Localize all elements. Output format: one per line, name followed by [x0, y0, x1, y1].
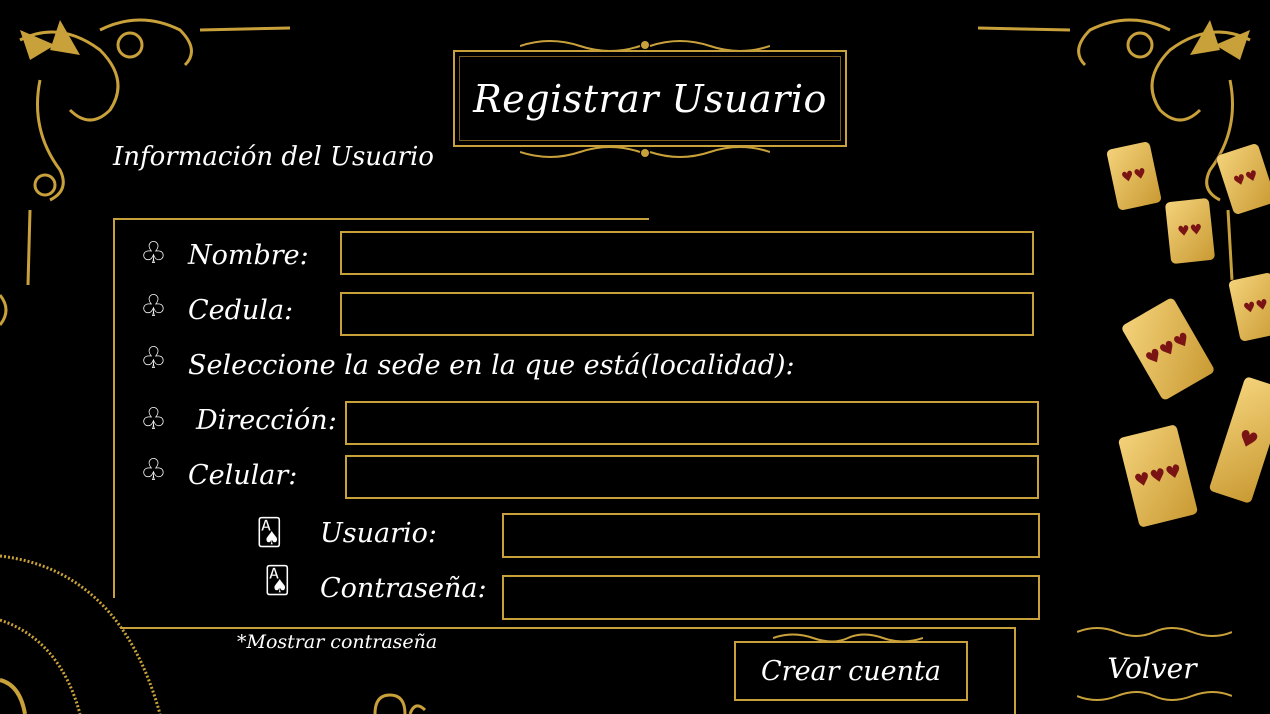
title-bottom-flourish-icon: [520, 142, 770, 162]
playing-card-icon: ♥: [1209, 376, 1270, 504]
club-icon: ♧: [140, 453, 167, 488]
direccion-label: Dirección:: [196, 405, 337, 436]
playing-card-icon: ♥♥: [1228, 272, 1270, 342]
nombre-label: Nombre:: [188, 240, 309, 271]
club-icon: ♧: [140, 341, 167, 376]
playing-card-icon: ♥♥: [1215, 143, 1270, 216]
nombre-input[interactable]: [340, 231, 1034, 275]
section-title: Información del Usuario: [113, 142, 434, 172]
contrasena-input[interactable]: [502, 575, 1040, 620]
form-frame-top: [113, 218, 649, 220]
playing-cards-icon: 🂡: [264, 566, 291, 596]
club-icon: ♧: [140, 289, 167, 324]
back-button[interactable]: Volver: [1107, 651, 1197, 685]
sede-label: Seleccione la sede en la que está(localidad):: [188, 350, 795, 381]
usuario-label: Usuario:: [320, 518, 437, 549]
bottom-center-ornament-icon: [370, 690, 430, 714]
show-password-toggle[interactable]: *Mostrar contraseña: [237, 631, 438, 653]
bottom-left-circle-ornament-icon: [0, 550, 170, 714]
form-frame-bottom: [120, 627, 1016, 629]
cedula-label: Cedula:: [188, 295, 294, 326]
celular-input[interactable]: [345, 455, 1039, 499]
create-account-button[interactable]: Crear cuenta: [734, 641, 968, 701]
club-icon: ♧: [140, 402, 167, 437]
direccion-input[interactable]: [345, 401, 1039, 445]
contrasena-label: Contraseña:: [320, 573, 487, 604]
playing-card-icon: ♥♥♥: [1121, 297, 1216, 401]
form-frame-right: [1014, 627, 1016, 714]
page-title: Registrar Usuario: [473, 76, 827, 121]
club-icon: ♧: [140, 236, 167, 271]
left-edge-ornament-icon: [0, 290, 14, 330]
playing-cards-icon: 🂡: [256, 518, 283, 548]
playing-card-icon: ♥♥: [1165, 198, 1215, 264]
form-frame-left: [113, 218, 115, 598]
cedula-input[interactable]: [340, 292, 1034, 336]
title-frame: [453, 50, 847, 147]
playing-card-icon: ♥♥: [1106, 141, 1162, 211]
playing-card-icon: ♥♥♥: [1118, 424, 1198, 528]
celular-label: Celular:: [188, 460, 298, 491]
usuario-input[interactable]: [502, 513, 1040, 558]
back-bottom-flourish-icon: [1077, 688, 1232, 704]
